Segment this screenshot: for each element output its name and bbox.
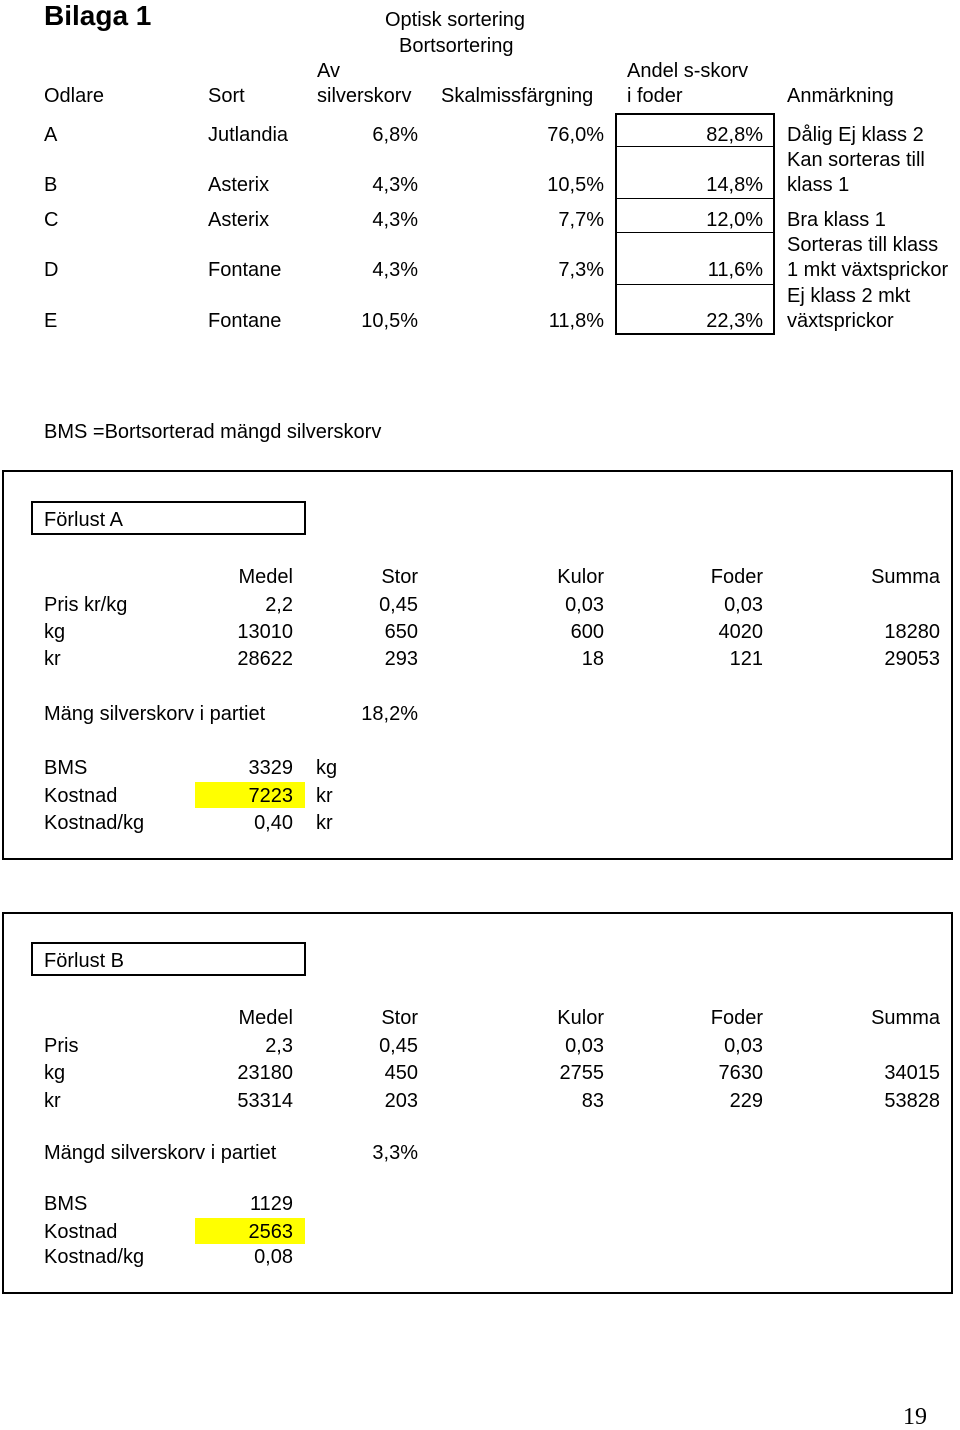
loss-b-row-label: kr [44,1090,61,1112]
loss-b-cell: 0,03 [565,1035,604,1057]
loss-a-row-label: kg [44,621,66,643]
loss-b-col-medel: Medel [238,1007,293,1029]
loss-a-bms-unit: kg [316,757,338,779]
loss-a-col-stor: Stor [381,566,418,588]
header-odlare: Odlare [44,85,105,107]
row-c-skal: 7,7% [558,209,604,231]
loss-b-kostnad-label: Kostnad [44,1221,118,1243]
row-a-av: 6,8% [372,124,418,146]
row-d-anm-line2: 1 mkt växtsprickor [787,259,949,281]
group-header-line1: Optisk sortering [385,9,526,31]
row-e-anm-line2: växtsprickor [787,310,894,332]
loss-b-col-foder: Foder [710,1007,763,1029]
loss-a-kostnad-kg-value: 0,40 [254,812,293,834]
loss-a-col-foder: Foder [710,566,763,588]
loss-a-cell: 0,03 [565,594,604,616]
row-b-anm-line2: klass 1 [787,174,850,196]
loss-b-kostnad-kg-label: Kostnad/kg [44,1246,145,1268]
header-anmarkning: Anmärkning [787,85,894,107]
loss-a-col-summa: Summa [871,566,940,588]
loss-a-cell: 600 [570,621,604,643]
loss-a-kostnad-value: 7223 [248,785,293,807]
loss-a-cell: 28622 [237,648,293,670]
loss-a-title: Förlust A [44,509,123,531]
loss-b-cell: 23180 [237,1062,293,1084]
row-b-skal: 10,5% [547,174,604,196]
loss-a-row-label: Pris kr/kg [44,594,128,616]
loss-b-cell: 2,3 [265,1035,293,1057]
row-b-odlare: B [44,174,58,196]
loss-b-bms-value: 1129 [249,1193,293,1215]
loss-a-col-medel: Medel [238,566,293,588]
row-e-av: 10,5% [361,310,418,332]
loss-b-row-label: Pris [44,1035,79,1057]
loss-b-cell: 203 [384,1090,418,1112]
group-header-line2: Bortsortering [399,35,514,57]
header-andel-line2: i foder [627,85,683,107]
row-d-anm-line1: Sorteras till klass [787,234,939,256]
loss-b-col-kulor: Kulor [557,1007,604,1029]
header-skalmissfargning: Skalmissfärgning [441,85,594,107]
loss-a-mangd-label: Mäng silverskorv i partiet [44,703,266,725]
page-title: Bilaga 1 [44,0,152,31]
page-number: 19 [903,1404,927,1430]
row-e-andel: 22,3% [706,310,763,332]
row-a-odlare: A [44,124,58,146]
loss-a-cell: 0,45 [379,594,418,616]
loss-b-col-summa: Summa [871,1007,940,1029]
loss-b-cell: 229 [729,1090,763,1112]
row-d-andel: 11,6% [707,259,763,281]
loss-a-cell: 4020 [718,621,763,643]
row-e-sort: Fontane [208,310,282,332]
loss-a-cell: 18 [581,648,604,670]
loss-a-row-label: kr [44,648,61,670]
row-d-skal: 7,3% [558,259,604,281]
loss-a-kostnad-label: Kostnad [44,785,118,807]
row-d-sort: Fontane [208,259,282,281]
loss-a-cell: 18280 [884,621,940,643]
loss-b-col-stor: Stor [381,1007,418,1029]
row-c-av: 4,3% [372,209,418,231]
row-b-andel: 14,8% [706,174,763,196]
loss-a-cell: 121 [729,648,763,670]
loss-b-cell: 0,03 [724,1035,763,1057]
andel-divider [615,232,775,233]
andel-divider [615,198,775,199]
loss-a-cell: 650 [384,621,418,643]
row-b-anm-line1: Kan sorteras till [787,149,925,171]
row-c-odlare: C [44,209,59,231]
loss-b-cell: 34015 [884,1062,940,1084]
loss-a-cell: 29053 [884,648,940,670]
row-e-odlare: E [44,310,58,332]
row-b-av: 4,3% [372,174,418,196]
loss-a-kostnad-unit: kr [316,785,333,807]
loss-a-kostnad-kg-label: Kostnad/kg [44,812,145,834]
loss-b-cell: 7630 [718,1062,763,1084]
loss-a-cell: 293 [384,648,418,670]
row-a-skal: 76,0% [547,124,604,146]
loss-b-cell: 53314 [237,1090,293,1112]
row-e-skal: 11,8% [548,310,604,332]
loss-b-mangd-value: 3,3% [372,1142,418,1164]
loss-b-cell: 53828 [884,1090,940,1112]
loss-a-col-kulor: Kulor [557,566,604,588]
loss-b-mangd-label: Mängd silverskorv i partiet [44,1142,277,1164]
loss-b-cell: 450 [384,1062,418,1084]
loss-b-cell: 2755 [559,1062,604,1084]
row-c-sort: Asterix [208,209,270,231]
loss-b-cell: 83 [581,1090,604,1112]
loss-b-cell: 0,45 [379,1035,418,1057]
row-c-andel: 12,0% [706,209,763,231]
header-av-line1: Av [317,60,340,82]
loss-b-kostnad-value: 2563 [248,1221,293,1243]
row-a-anm: Dålig Ej klass 2 [787,124,924,146]
row-a-andel: 82,8% [706,124,763,146]
row-e-anm-line1: Ej klass 2 mkt [787,285,911,307]
loss-a-mangd-value: 18,2% [361,703,418,725]
row-a-sort: Jutlandia [208,124,289,146]
loss-b-title: Förlust B [44,950,125,972]
row-b-sort: Asterix [208,174,270,196]
loss-a-kostnad-kg-unit: kr [316,812,333,834]
header-sort: Sort [208,85,245,107]
loss-a-cell: 0,03 [724,594,763,616]
andel-divider [615,284,775,285]
loss-a-cell: 2,2 [265,594,293,616]
loss-a-bms-label: BMS [44,757,88,779]
row-c-anm: Bra klass 1 [787,209,886,231]
header-andel-line1: Andel s-skorv [627,60,749,82]
loss-b-row-label: kg [44,1062,66,1084]
loss-a-bms-value: 3329 [248,757,293,779]
header-av-line2: silverskorv [317,85,412,107]
loss-a-cell: 13010 [237,621,293,643]
loss-b-kostnad-kg-value: 0,08 [254,1246,293,1268]
row-d-odlare: D [44,259,59,281]
bms-note: BMS =Bortsorterad mängd silverskorv [44,421,382,443]
loss-b-bms-label: BMS [44,1193,88,1215]
row-d-av: 4,3% [372,259,418,281]
